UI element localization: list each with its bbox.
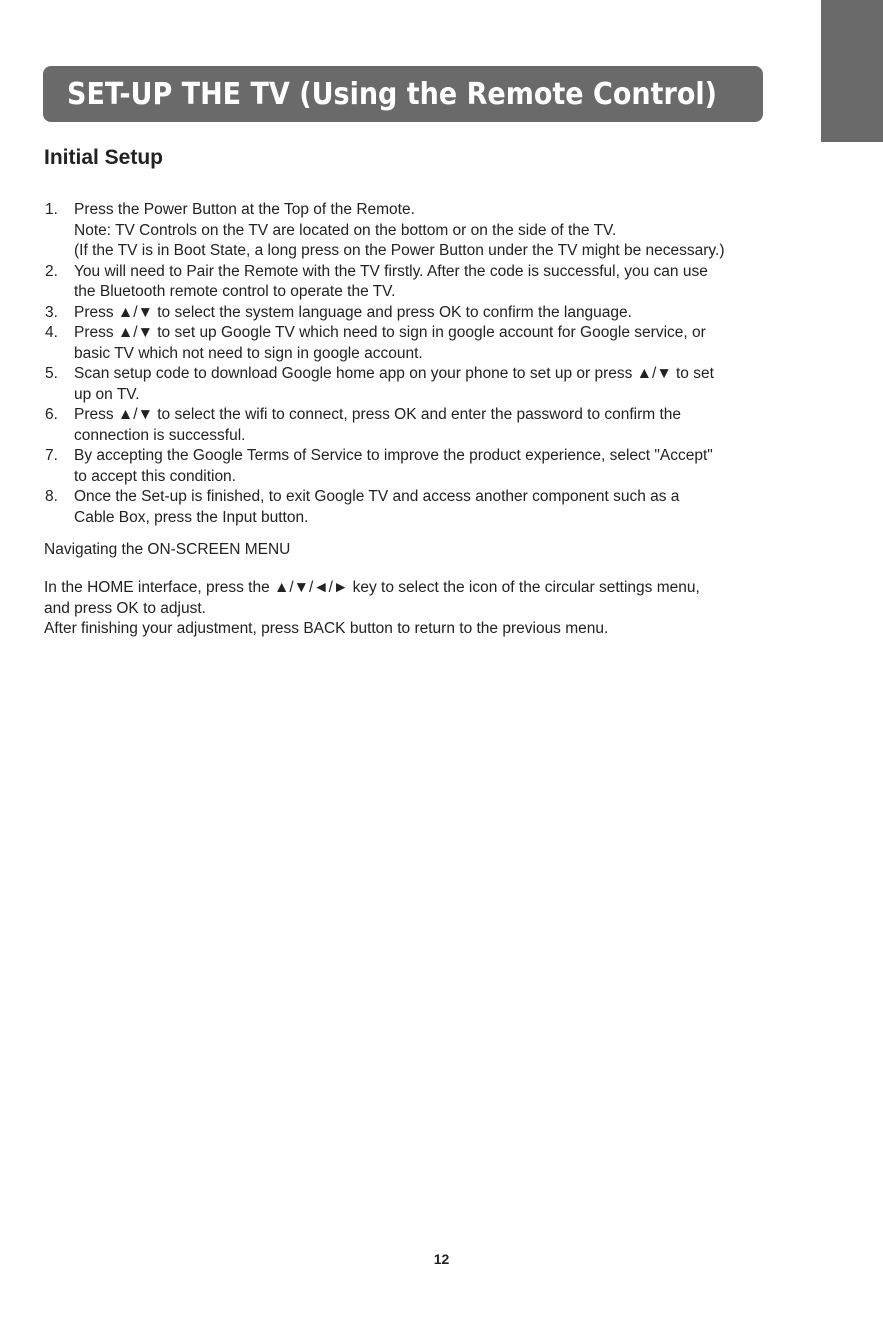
step-item-8 — [44, 487, 844, 528]
step-text: Press the Power Button at the Top of the Remote. — [74, 201, 415, 218]
section-header-bar — [43, 66, 763, 122]
side-tab-marker — [821, 0, 883, 142]
navigation-text: After finishing your adjustment, press BACK button to return to the previous menu. — [44, 620, 609, 637]
step-text: to accept this condition. — [74, 467, 236, 485]
step-text: By accepting the Google Terms of Service to improve the product experience, select "Accept" — [74, 447, 713, 464]
step-text: Once the Set-up is finished, to exit Google TV and access another component such as a — [74, 488, 680, 505]
step-item-5 — [44, 364, 844, 405]
step-text: up on TV. — [74, 385, 140, 403]
step-text: (If the TV is in Boot State, a long press on the Power Button under the TV might be necessary.) — [74, 242, 725, 259]
step-number: 2. — [45, 262, 58, 280]
step-number: 1. — [45, 201, 58, 218]
step-number: 7. — [45, 447, 58, 464]
setup-steps-list — [44, 200, 844, 528]
step-item-3 — [44, 303, 844, 324]
step-text: Press ▲/▼ to select the wifi to connect, press OK and enter the password to confirm the — [74, 406, 682, 423]
step-item-4 — [44, 323, 844, 364]
step-number: 6. — [45, 406, 58, 423]
step-text: Note: TV Controls on the TV are located on the bottom or on the side of the TV. — [74, 221, 617, 239]
step-item-7 — [44, 446, 844, 487]
section-title: Initial Setup — [44, 146, 164, 169]
step-item-1 — [44, 200, 844, 262]
step-text: You will need to Pair the Remote with the TV firstly. After the code is successful, you can use — [74, 262, 708, 280]
step-text: Press ▲/▼ to select the system language and press OK to confirm the language. — [74, 303, 632, 321]
step-number: 8. — [45, 488, 58, 505]
step-text: Press ▲/▼ to set up Google TV which need to sign in google account for Google service, or — [74, 324, 706, 341]
step-number: 3. — [45, 303, 58, 321]
step-text: basic TV which not need to sign in google account. — [74, 344, 423, 362]
page-number: 12 — [433, 1251, 450, 1267]
step-text: connection is successful. — [74, 426, 246, 444]
navigation-instructions — [44, 578, 700, 640]
navigation-text: and press OK to adjust. — [44, 599, 206, 617]
navigation-heading: Navigating the ON-SCREEN MENU — [44, 541, 291, 558]
step-text: the Bluetooth remote control to operate the TV. — [74, 283, 396, 300]
step-text: Cable Box, press the Input button. — [74, 508, 309, 526]
step-number: 4. — [45, 324, 58, 341]
page-title: SET-UP THE TV (Using the Remote Control) — [67, 76, 717, 112]
step-item-6 — [44, 405, 844, 446]
navigation-text: In the HOME interface, press the ▲/▼/◄/► key to select the icon of the circular settings menu, — [44, 579, 700, 596]
step-text: Scan setup code to download Google home app on your phone to set up or press ▲/▼ to set — [74, 365, 714, 382]
step-number: 5. — [45, 365, 58, 382]
step-item-2 — [44, 262, 844, 303]
